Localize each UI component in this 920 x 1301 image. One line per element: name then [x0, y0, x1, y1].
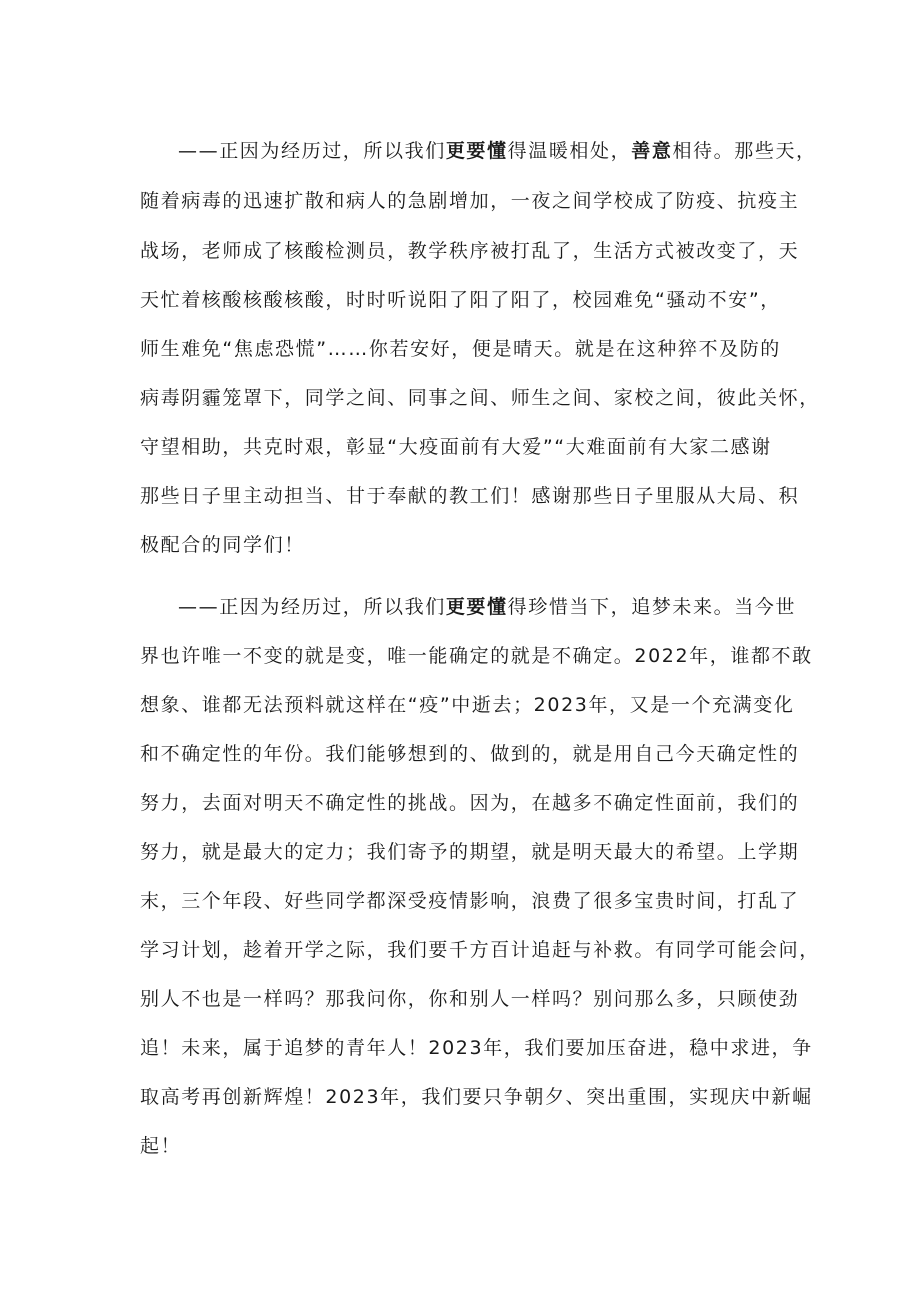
text-line: 起！: [140, 1135, 182, 1157]
text-line: 极配合的同学们！: [140, 534, 305, 556]
text-line: 和不确定性的年份。我们能够想到的、做到的，就是用自己今天确定性的: [140, 743, 800, 765]
text-line: 取高考再创新辉煌！2023年，我们要只争朝夕、突出重围，实现庆中新崛: [140, 1086, 813, 1108]
text-line: 想象、谁都无法预料就这样在“疫”中逝去；2023年，又是一个充满变化: [140, 694, 795, 716]
text-line: 战场，老师成了核酸检测员，教学秩序被打乱了，生活方式被改变了，天: [140, 240, 800, 262]
text-line: ——正因为经历过，所以我们更要懂得温暖相处，善意相待。那些天，: [178, 140, 817, 162]
text-line: 学习计划，趁着开学之际，我们要千方百计追赶与补救。有同学可能会问，: [140, 939, 820, 961]
text-line: ——正因为经历过，所以我们更要懂得珍惜当下，追梦未来。当今世: [178, 596, 797, 618]
text-line: 师生难免“焦虑恐慌”……你若安好，便是晴天。就是在这种猝不及防的: [140, 338, 781, 360]
text-line: 追！未来，属于追梦的青年人！2023年，我们要加压奋进，稳中求进，争: [140, 1037, 813, 1059]
text-line: 努力，去面对明天不确定性的挑战。因为，在越多不确定性面前，我们的: [140, 792, 800, 814]
text-line: 守望相助，共克时艰，彰显“大疫面前有大爱”“大难面前有大家二感谢: [140, 436, 772, 458]
text-line: 病毒阴霾笼罩下，同学之间、同事之间、师生之间、家校之间，彼此关怀，: [140, 387, 820, 409]
text-line: 别人不也是一样吗？那我问你，你和别人一样吗？别问那么多，只顾使劲: [140, 988, 800, 1010]
text-line: 那些日子里主动担当、甘于奉献的教工们！感谢那些日子里服从大局、积: [140, 485, 800, 507]
text-line: 天忙着核酸核酸核酸，时时听说阳了阳了阳了，校园难免“骚动不安”，: [140, 289, 781, 311]
text-line: 努力，就是最大的定力；我们寄予的期望，就是明天最大的希望。上学期: [140, 841, 800, 863]
text-line: 界也许唯一不变的就是变，唯一能确定的就是不确定。2022年，谁都不敢: [140, 645, 813, 667]
text-line: 随着病毒的迅速扩散和病人的急剧增加，一夜之间学校成了防疫、抗疫主: [140, 190, 800, 212]
text-line: 末，三个年段、好些同学都深受疫情影响，浪费了很多宝贵时间，打乱了: [140, 890, 800, 912]
